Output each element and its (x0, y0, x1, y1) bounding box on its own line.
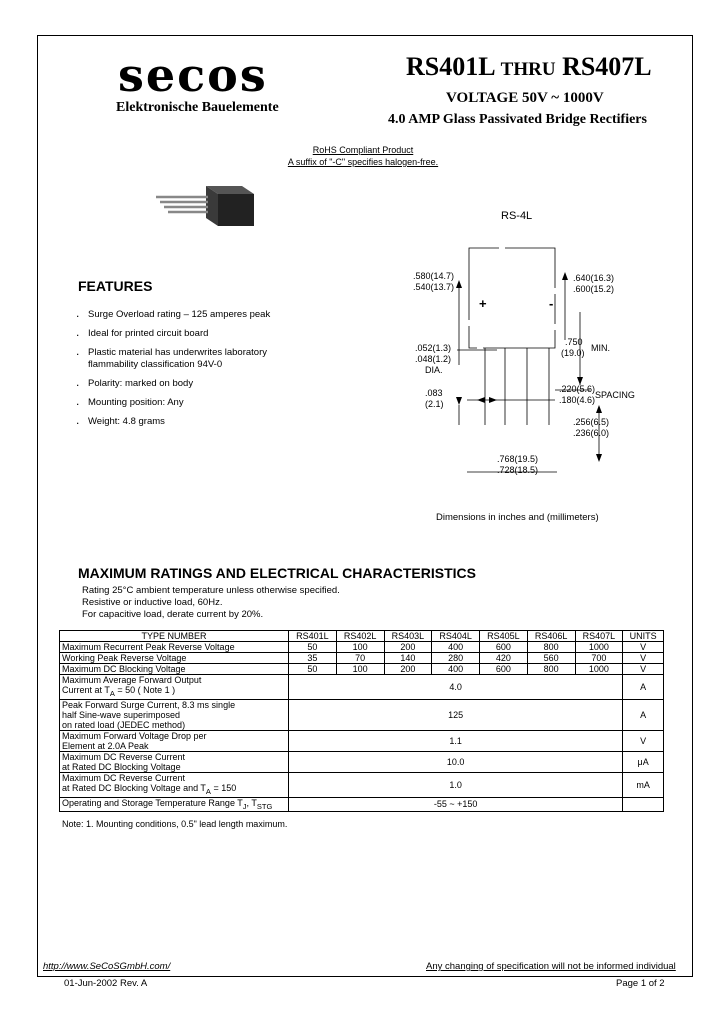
page-number: Page 1 of 2 (616, 978, 665, 989)
param-line: Maximum DC Reverse Current (62, 772, 186, 783)
param-text: = 50 ( Note 1 ) (114, 685, 176, 695)
value-cell: 420 (480, 653, 528, 664)
value-cell: 100 (336, 642, 384, 653)
arrow-head (477, 397, 485, 403)
value-cell: 200 (384, 664, 432, 675)
param-subscript: A (109, 688, 115, 698)
unit-cell: A (623, 675, 664, 700)
value-cell: 400 (432, 642, 480, 653)
param-line: half Sine-wave superimposed (62, 709, 181, 720)
table-header: RS404L (432, 631, 480, 642)
value-cell: 125 (289, 699, 623, 730)
features-heading: FEATURES (78, 278, 153, 294)
website-link[interactable]: http://www.SeCoSGmbH.com/ (43, 961, 171, 972)
feature-item: . Weight: 4.8 grams (76, 416, 308, 428)
dim-728: .728(18.5) (497, 465, 539, 475)
value-cell: 400 (432, 664, 480, 675)
param-line: at Rated DC Blocking Voltage (62, 761, 181, 772)
value-cell: 700 (575, 653, 623, 664)
value-cell: 70 (336, 653, 384, 664)
ratings-table (59, 630, 664, 812)
dim-190: (19.0) (561, 348, 585, 358)
value-cell: 800 (527, 664, 575, 675)
minus-terminal: - (549, 296, 554, 311)
unit-cell (623, 797, 664, 812)
package-label: RS-4L (501, 210, 533, 222)
value-cell: 280 (432, 653, 480, 664)
table-header: UNITS (623, 631, 664, 642)
feature-item: . Mounting position: Any (76, 397, 308, 409)
param-text: , T (246, 797, 257, 808)
title-part-a: RS401L (406, 52, 495, 81)
unit-cell: V (623, 664, 664, 675)
param-line: Maximum Forward Voltage Drop per (62, 730, 207, 741)
param-line: Element at 2.0A Peak (62, 740, 149, 751)
table-row (60, 642, 664, 653)
component-body-front (218, 194, 254, 226)
dimensions-note: Dimensions in inches and (millimeters) (436, 512, 599, 523)
dim-540: .540(13.7) (413, 282, 455, 292)
value-cell: 1.1 (289, 730, 623, 751)
unit-cell: V (623, 653, 664, 664)
dim-083: .083 (425, 388, 443, 398)
param-line: Maximum Average Forward Output (62, 675, 202, 685)
table-header-row (60, 631, 664, 642)
ratings-heading: MAXIMUM RATINGS AND ELECTRICAL CHARACTERISTICS (78, 565, 476, 581)
dim-048: .048(1.2) (415, 354, 452, 364)
param-cell (60, 797, 289, 812)
dim-spacing: SPACING (595, 390, 635, 400)
product-description: 4.0 AMP Glass Passivated Bridge Rectifiers (388, 112, 647, 127)
dim-750: .750 (565, 337, 583, 347)
unit-cell: V (623, 642, 664, 653)
voltage-range: VOLTAGE 50V ~ 1000V (446, 90, 604, 106)
arrow-head (456, 280, 462, 288)
table-header: RS406L (527, 631, 575, 642)
param-cell: Maximum DC Blocking Voltage (60, 664, 289, 675)
table-header: TYPE NUMBER (60, 631, 289, 642)
value-cell: 1000 (575, 642, 623, 653)
revision-date: 01-Jun-2002 Rev. A (64, 978, 148, 989)
param-line: Peak Forward Surge Current, 8.3 ms single (62, 699, 236, 710)
param-line: Maximum DC Reverse Current (62, 751, 186, 762)
param-cell (60, 730, 289, 751)
value-cell: 560 (527, 653, 575, 664)
dim-dia: DIA. (425, 365, 443, 375)
table-header: RS407L (575, 631, 623, 642)
arrow-head (596, 454, 602, 462)
dim-052: .052(1.3) (415, 343, 452, 353)
disclaimer: Any changing of specification will not be informed individual (426, 961, 676, 972)
value-cell: 35 (289, 653, 337, 664)
company-name: Elektronische Bauelemente (116, 100, 279, 115)
arrow-head (562, 272, 568, 280)
param-cell (60, 699, 289, 730)
unit-cell: A (623, 699, 664, 730)
param-subscript: A (205, 786, 211, 796)
value-cell: 50 (289, 664, 337, 675)
unit-cell: V (623, 730, 664, 751)
unit-cell: μA (623, 751, 664, 772)
param-subscript: STG (256, 801, 273, 811)
title-part-b: RS407L (562, 52, 652, 81)
param-cell: Maximum Recurrent Peak Reverse Voltage (60, 642, 289, 653)
value-cell: 50 (289, 642, 337, 653)
table-row (60, 797, 664, 812)
title-thru: THRU (500, 59, 556, 80)
table-row (60, 699, 664, 730)
param-cell (60, 751, 289, 772)
param-text: Current at T (62, 685, 110, 695)
param-cell (60, 772, 289, 797)
page-frame (37, 35, 693, 977)
value-cell: 140 (384, 653, 432, 664)
value-cell: 10.0 (289, 751, 623, 772)
value-cell: 4.0 (289, 675, 623, 700)
value-cell: 200 (384, 642, 432, 653)
table-row (60, 730, 664, 751)
feature-item: . Plastic material has underwrites laboratory flammability classification 94V-0 (76, 347, 308, 371)
dim-600: .600(15.2) (573, 284, 615, 294)
param-cell: Working Peak Reverse Voltage (60, 653, 289, 664)
value-cell: 800 (527, 642, 575, 653)
value-cell: 600 (480, 664, 528, 675)
rating-conditions (82, 585, 340, 621)
table-row (60, 675, 664, 700)
dim-256: .256(6.5) (573, 417, 610, 427)
features-list (76, 309, 308, 435)
table-row (60, 653, 664, 664)
value-cell: 100 (336, 664, 384, 675)
table-header: RS405L (480, 631, 528, 642)
param-text: = 150 (210, 782, 237, 793)
param-text: Operating and Storage Temperature Range T (62, 797, 243, 808)
dim-640: .640(16.3) (573, 273, 615, 283)
dim-min: MIN. (591, 343, 610, 353)
dim-21: (2.1) (425, 399, 444, 409)
unit-cell: mA (623, 772, 664, 797)
dim-180: .180(4.6) (559, 395, 596, 405)
param-cell (60, 675, 289, 700)
condition-line: Resistive or inductive load, 60Hz. (82, 597, 223, 608)
feature-item: . Surge Overload rating – 125 amperes peak (76, 309, 308, 321)
dim-768: .768(19.5) (497, 454, 539, 464)
value-cell: 1.0 (289, 772, 623, 797)
table-row (60, 772, 664, 797)
arrow-head (456, 397, 462, 405)
feature-item: . Polarity: marked on body (76, 378, 308, 390)
rohs-note (283, 144, 443, 168)
component-image (150, 180, 260, 230)
plus-terminal: + (479, 296, 487, 311)
feature-item: . Ideal for printed circuit board (76, 328, 308, 340)
dimension-drawing (405, 240, 665, 500)
value-cell: 600 (480, 642, 528, 653)
secos-logo: secos (118, 48, 268, 102)
table-header: RS402L (336, 631, 384, 642)
page-title (406, 52, 652, 85)
arrow-head (596, 405, 602, 413)
param-line (62, 783, 286, 797)
dim-580: .580(14.7) (413, 271, 455, 281)
table-note: Note: 1. Mounting conditions, 0.5" lead length maximum. (62, 819, 288, 829)
dim-236: .236(6.0) (573, 428, 610, 438)
table-header: RS401L (289, 631, 337, 642)
condition-line: Rating 25°C ambient temperature unless otherwise specified. (82, 585, 340, 596)
param-subscript: J (242, 801, 247, 811)
table-row (60, 664, 664, 675)
param-line (62, 685, 286, 699)
param-text: at Rated DC Blocking Voltage and T (62, 782, 206, 793)
dim-220: .220(5.6) (559, 384, 596, 394)
param-line: on rated load (JEDEC method) (62, 719, 186, 730)
table-header: RS403L (384, 631, 432, 642)
condition-line: For capacitive load, derate current by 20%. (82, 609, 264, 620)
table-row (60, 751, 664, 772)
rohs-line1: RoHS Compliant Product (312, 145, 414, 155)
arrow-head (489, 397, 497, 403)
value-cell: 1000 (575, 664, 623, 675)
value-cell: -55 ~ +150 (289, 797, 623, 812)
rohs-line2: A suffix of "-C" specifies halogen-free. (287, 157, 439, 167)
